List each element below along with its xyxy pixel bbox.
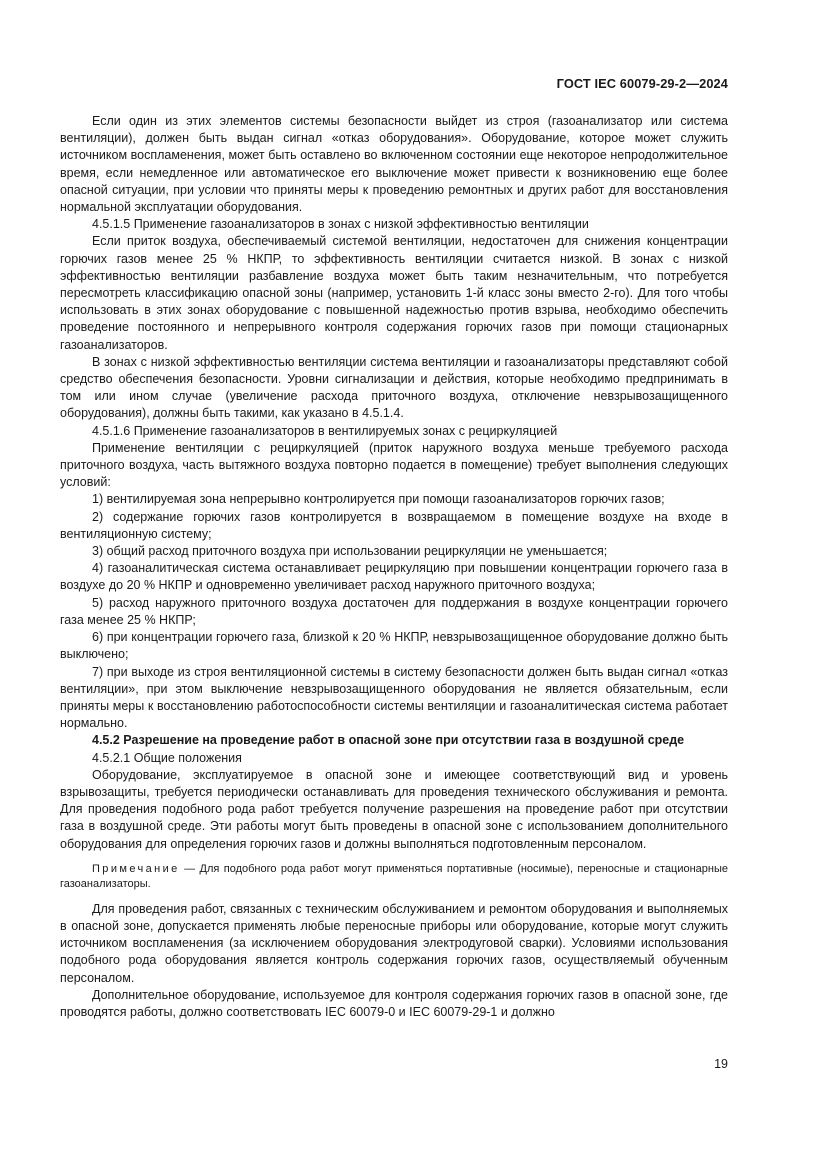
section-heading-4-5-1-6: 4.5.1.6 Применение газоанализаторов в вентилируемых зонах с рециркуляцией — [92, 423, 558, 438]
list-item-1: 1) вентилируемая зона непрерывно контролируется при помощи газоанализаторов горючих газов; — [92, 492, 665, 507]
paragraph-recirculation: Применение вентиляции с рециркуляцией (приток наружного воздуха меньше требуемого расхода приточного воздуха, часть вытяжного воздуха повторно подается в помещение) требует выполнения следующих условий: — [60, 440, 728, 490]
section-heading-4-5-1-5: 4.5.1.5 Применение газоанализаторов в зонах с низкой эффективностью вентиляции — [92, 217, 589, 232]
note-text: — Для подобного рода работ могут применяться портативные (носимые), переносные и стационарные газоанализаторы. — [60, 862, 728, 890]
list-item-6: 6) при концентрации горючего газа, близкой к 20 % НКПР, невзрывозащищенное оборудование должно быть выключено; — [60, 630, 728, 662]
note-label: Примечание — [92, 862, 180, 875]
list-item-7: 7) при выходе из строя вентиляционной системы в систему безопасности должен быть выдан сигнал «отказ вентиляции», при этом выключение невзрывозащищенного оборудования не является обязательным, если приняты меры к восстановлению работоспособности системы вентиляции и газоаналитическая система работает нормально. — [60, 664, 728, 731]
standard-header: ГОСТ IEC 60079-29-2—2024 — [556, 76, 728, 91]
paragraph-portable-equipment: Для проведения работ, связанных с техническим обслуживанием и ремонтом оборудования и выполняемых в опасной зоне, допускается применять любые переносные приборы или оборудование, которые могут служить источником воспламенения (за исключением оборудования электродуговой сварки). Условиями использования подобного рода оборудования является контроль содержания горючих газов, осуществляемый обученным персоналом. — [60, 901, 728, 985]
paragraph-maintenance: Оборудование, эксплуатируемое в опасной зоне и имеющее соответствующий вид и уровень взрывозащиты, требуется периодически останавливать для проведения технического обслуживания и ремонта. Для проведения подобного рода работ требуется получение разрешения на проведение работ при отсутствии газа в воздушной среде. Эти работы могут быть проведены в опасной зоне с использованием дополнительного оборудования для определения горючих газов и должны выполняться подготовленным персоналом. — [60, 767, 728, 851]
paragraph-additional-equipment: Дополнительное оборудование, используемое для контроля содержания горючих газов в опасной зоне, где проводятся работы, должно соответствовать IEC 60079-0 и IEC 60079-29-1 и должно — [60, 987, 728, 1019]
paragraph-low-ventilation: Если приток воздуха, обеспечиваемый системой вентиляции, недостаточен для снижения концентрации горючих газов менее 25 % НКПР, то эффективность вентиляции считается низкой. В зонах с низкой эффективностью вентиляции разбавление воздуха может быть таким незначительным, что потребуется пересмотреть классификацию опасной зоны (например, установить 1-й класс зоны вместо 2-го). Для того чтобы использовать в этих зонах оборудование с повышенной надежностью против взрыва, необходимо обеспечить проведение постоянного и непрерывного контроля содержания горючих газов при помощи стационарных газоанализаторов. — [60, 234, 728, 352]
list-item-4: 4) газоаналитическая система останавливает рециркуляцию при повышении концентрации горючего газа в воздухе до 20 % НКПР и одновременно увеличивает расход наружного приточного воздуха; — [60, 561, 728, 593]
page-number: 19 — [714, 1057, 728, 1071]
section-heading-4-5-2-1: 4.5.2.1 Общие положения — [92, 750, 242, 765]
paragraph-safety-means: В зонах с низкой эффективностью вентиляции система вентиляции и газоанализаторы представляют собой средство обеспечения безопасности. Уровни сигнализации и действия, которые необходимо предпринимать в том или ином случае (увеличение расхода приточного воздуха, отключение невзрывозащищенного оборудования), должны быть такими, как указано в 4.5.1.4. — [60, 354, 728, 421]
list-item-5: 5) расход наружного приточного воздуха достаточен для поддержания в воздухе концентрации горючего газа менее 25 % НКПР; — [60, 595, 728, 627]
section-heading-4-5-2: 4.5.2 Разрешение на проведение работ в опасной зоне при отсутствии газа в воздушной среде — [92, 733, 685, 748]
paragraph-system-failure: Если один из этих элементов системы безопасности выйдет из строя (газоанализатор или система вентиляции), должен быть выдан сигнал «отказ оборудования». Оборудование, которое может служить источником воспламенения, может быть оставлено во включенном состоянии еще некоторое непродолжительное время, если немедленное или автоматическое его выключение может привести к возникновению еще более опасной ситуации, при условии что приняты меры к проведению ремонтных и других работ для восстановления нормальной эксплуатации оборудования. — [60, 114, 728, 215]
list-item-2: 2) содержание горючих газов контролируется в возвращаемом в помещение воздухе на входе в вентиляционную систему; — [60, 509, 728, 541]
list-item-3: 3) общий расход приточного воздуха при использовании рециркуляции не уменьшается; — [92, 544, 608, 559]
document-body — [60, 113, 728, 1021]
note-block — [60, 862, 728, 892]
